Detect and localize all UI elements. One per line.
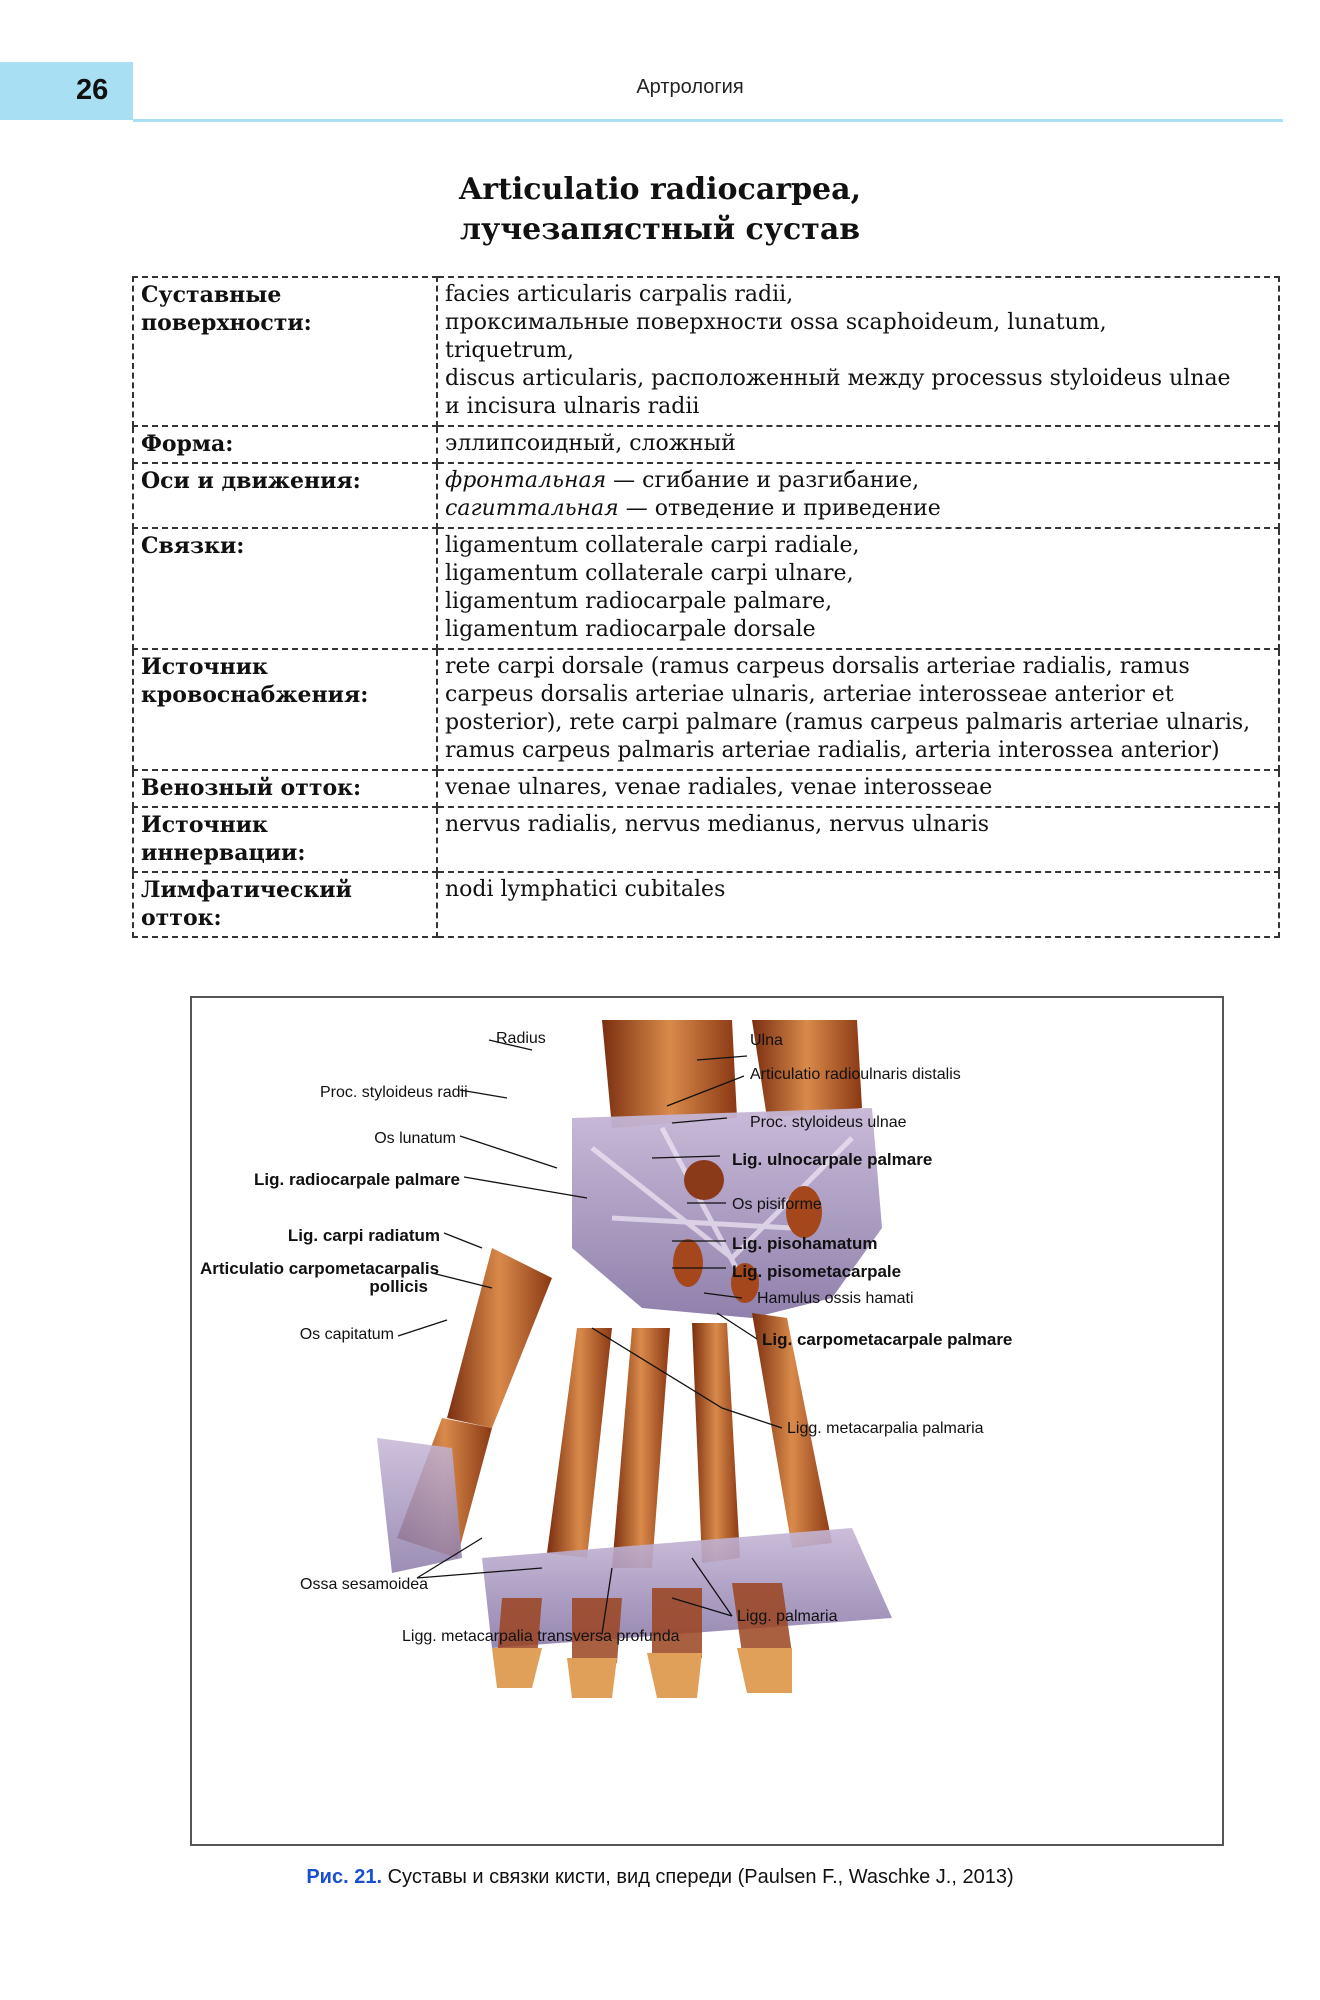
row-label: Связки:: [133, 528, 437, 649]
table-row: [133, 528, 1279, 649]
metacarpal-3: [612, 1328, 670, 1568]
value-line: ligamentum radiocarpale palmare,: [445, 589, 833, 614]
value-line: rete carpi dorsale (ramus carpeus dorsalis arteriae radialis, ramus: [445, 654, 1190, 679]
value-line: nodi lymphatici cubitales: [445, 877, 726, 902]
label-line: Articulatio carpometacarpalis: [200, 1259, 440, 1278]
value-line: discus articularis, расположенный между processus styloideus ulnae: [445, 366, 1231, 391]
table-row: [133, 277, 1279, 426]
label-os-capitatum: Os capitatum: [299, 1326, 394, 1343]
label-proc-styl-ulnae: Proc. styloideus ulnae: [750, 1114, 907, 1131]
label-ligg-transversa: Ligg. metacarpalia transversa profunda: [402, 1628, 680, 1645]
hand-illustration: [192, 998, 1222, 1844]
label-lig-pisohamatum: Lig. pisohamatum: [732, 1234, 878, 1253]
axis-text: — отведение и приведение: [618, 496, 941, 521]
label-hamulus: Hamulus ossis hamati: [757, 1290, 914, 1307]
axis-term: фронтальная: [445, 468, 607, 493]
label-lig-pisometacarpale: Lig. pisometacarpale: [732, 1262, 902, 1281]
thumb-metacarpal: [447, 1248, 552, 1428]
label-art-radioulnaris: Articulatio radioulnaris distalis: [750, 1066, 961, 1083]
metacarpal-4: [692, 1323, 740, 1563]
label-ligg-palmaria: Ligg. palmaria: [737, 1608, 838, 1625]
row-value: [437, 872, 1279, 937]
label-art-carpometacarpalis: [200, 1259, 440, 1296]
label-lig-radiocarpale: Lig. radiocarpale palmare: [254, 1170, 460, 1189]
row-value: [437, 426, 1279, 463]
row-value: [437, 770, 1279, 807]
caption-text: Суставы и связки кисти, вид спереди (Paulsen F., Waschke J., 2013): [387, 1866, 1014, 1888]
label-proc-styl-radii: Proc. styloideus radii: [320, 1084, 468, 1101]
value-line: проксимальные поверхности ossa scaphoideum, lunatum,: [445, 310, 1107, 335]
title-line-2: лучезапястный сустав: [459, 212, 861, 247]
value-line: venae ulnares, venae radiales, venae interosseae: [445, 775, 993, 800]
value-line: ligamentum radiocarpale dorsale: [445, 617, 816, 642]
label-line: pollicis: [369, 1277, 428, 1296]
label-os-pisiforme: Os pisiforme: [732, 1196, 822, 1213]
value-line: и incisura ulnaris radii: [445, 394, 700, 419]
row-label: Источник кровоснабжения:: [133, 649, 437, 770]
metacarpal-2: [547, 1328, 612, 1558]
header-rule: [133, 119, 1283, 122]
value-line: ligamentum collaterale carpi radiale,: [445, 533, 860, 558]
hand-figure: [190, 996, 1224, 1846]
figure-caption: [0, 1866, 1320, 1889]
value-line: [445, 495, 1272, 523]
table-row: [133, 872, 1279, 937]
row-label: Суставные поверхности:: [133, 277, 437, 426]
row-label: Венозный отток:: [133, 770, 437, 807]
carpal-ligaments: [572, 1108, 882, 1318]
table-row: [133, 770, 1279, 807]
value-line: ramus carpeus palmaris arteriae radialis, arteria interossea anterior): [445, 738, 1220, 763]
row-label: Оси и движения:: [133, 463, 437, 528]
label-lig-carpometacarpale: Lig. carpometacarpale palmare: [762, 1330, 1013, 1349]
section-title: [0, 170, 1320, 250]
joint-properties-table: [132, 276, 1280, 938]
label-lig-ulnocarpale: Lig. ulnocarpale palmare: [732, 1150, 933, 1169]
label-radius: Radius: [496, 1030, 546, 1047]
row-label: Лимфатический отток:: [133, 872, 437, 937]
table-row: [133, 463, 1279, 528]
table-row: [133, 426, 1279, 463]
label-ligg-metacarpalia-palmaria: Ligg. metacarpalia palmaria: [787, 1420, 984, 1437]
row-value: [437, 277, 1279, 426]
running-title: Артрология: [636, 76, 744, 98]
title-line-1: Articulatio radiocarpea,: [458, 172, 862, 207]
radius-bone: [602, 1020, 737, 1128]
row-label: Форма:: [133, 426, 437, 463]
label-lig-carpi-radiatum: Lig. carpi radiatum: [287, 1226, 440, 1245]
table-row: [133, 649, 1279, 770]
value-line: triquetrum,: [445, 338, 575, 363]
row-label: Источник иннервации:: [133, 807, 437, 872]
value-line: nervus radialis, nervus medianus, nervus ulnaris: [445, 812, 990, 837]
value-line: facies articularis carpalis radii,: [445, 282, 794, 307]
label-os-lunatum: Os lunatum: [374, 1130, 456, 1147]
value-line: эллипсоидный, сложный: [445, 431, 736, 456]
row-value: [437, 528, 1279, 649]
value-line: posterior), rete carpi palmare (ramus carpeus palmaris arteriae ulnaris,: [445, 710, 1251, 735]
value-line: [445, 467, 1272, 495]
row-value: [437, 463, 1279, 528]
row-value: [437, 807, 1279, 872]
label-ossa-sesamoidea: Ossa sesamoidea: [300, 1576, 429, 1593]
row-value: [437, 649, 1279, 770]
table-row: [133, 807, 1279, 872]
axis-text: — сгибание и разгибание,: [606, 468, 920, 493]
value-line: ligamentum collaterale carpi ulnare,: [445, 561, 854, 586]
os-lunatum-shape: [684, 1160, 724, 1200]
caption-number: Рис. 21.: [306, 1866, 383, 1888]
label-ulna: Ulna: [750, 1032, 783, 1049]
axis-term: сагиттальная: [445, 496, 619, 521]
page-number: 26: [76, 74, 109, 106]
value-line: carpeus dorsalis arteriae ulnaris, arteriae interosseae anterior et: [445, 682, 1174, 707]
